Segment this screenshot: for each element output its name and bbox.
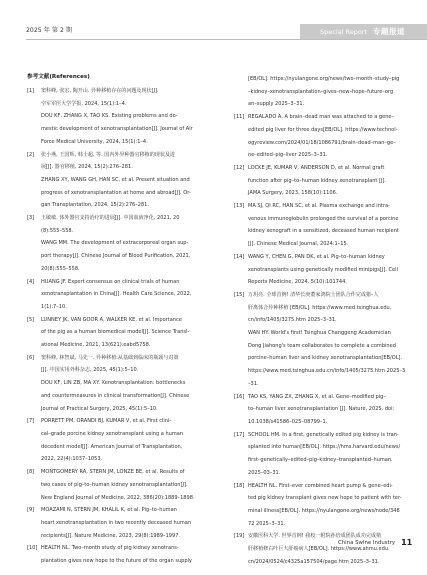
reference-text-line: porcine–human liver and kidney xenotransplantation[EB/OL]. — [248, 355, 403, 362]
reference-number: [14] — [234, 253, 245, 260]
reference-text-line: JAMA Surgery, 2023, 158(10):1106. — [248, 190, 338, 197]
reference-text-line: 张小燕, 王国辉, 韩士超, 等. 国内外异种器官移植的现状及进 — [41, 151, 175, 158]
journal-name: China Swine Industry — [338, 539, 396, 546]
reference-text-line: HUANG JF. Expert consensus on clinical trials of human — [41, 278, 180, 285]
reference-item — [234, 200, 420, 251]
reference-number: [9] — [27, 507, 35, 514]
reference-number: [12] — [234, 164, 245, 171]
references-title: 参考文献(References) — [27, 74, 90, 80]
reference-text-line: ted pig kidney transplant gives new hope to patient with ter- — [248, 495, 402, 502]
reference-item — [234, 73, 420, 111]
reference-text-line: –kidney–xenotransplantation–gives–new–hope–future–org — [248, 88, 394, 95]
reference-text-line: PORRETT PM, ORANDI BJ, KUMAR V, et al. First clini- — [41, 418, 172, 425]
reference-text-line: 空军军医大学学报, 2024, 15(1):1–4. — [41, 100, 127, 107]
issue-label: 2025 年 第 2 期 — [26, 27, 73, 34]
reference-text-line: 20(8):555–558. — [41, 265, 80, 272]
reference-text-line: (8):555–558. — [41, 227, 74, 234]
reference-text-line: –31. — [248, 380, 259, 387]
reference-text-line: WANG MM. The development of extracorporeal organ sup- — [41, 240, 189, 247]
reference-text-line: edited pig liver for three days[EB/OL]. https://www.technol- — [248, 126, 398, 133]
reference-text-line: heart xenotransplantation in two recently deceased human — [41, 519, 192, 526]
reference-item — [27, 314, 213, 352]
reference-text-line: mestic development of xenotransplantation[J]. Journal of Air — [41, 126, 193, 133]
reference-text-line: [J]. Chinese Medical Journal, 2024:1–15. — [248, 241, 349, 248]
reference-number: [5] — [27, 316, 35, 323]
header-divider — [26, 39, 427, 40]
reference-text-line: splanted into human[EB/OL]. https://hms.harvard.edu/news/ — [248, 444, 401, 451]
reference-number: [3] — [27, 215, 35, 222]
reference-item — [27, 466, 213, 504]
reference-text-line: 窦科峰, 林智斌, 马先一. 异种移植:从基础到临床的瓶颈与对策 — [41, 354, 179, 361]
reference-text-line: to–human liver xenotransplantation [J]. Nature, 2025. doi: — [248, 406, 395, 413]
reference-number: [13] — [234, 203, 245, 210]
reference-text-line: cn/2024/0524/c4325a157504/page.htm 2025–3–31. — [248, 558, 380, 565]
reference-text-line: MA SJ, QI RC, HAN SC, et al. Plasma exchange and intra- — [248, 203, 390, 210]
reference-text-line: HEALTH NL. Two–month study of pig kidney xenotrans- — [41, 545, 179, 552]
reference-number: [10] — [27, 545, 38, 552]
reference-text-line: ne–edited–pig–liver 2025–3–31. — [248, 152, 328, 159]
reference-text-line: gan Transplantation, 2024, 15(2):276–281. — [41, 202, 149, 209]
reference-text-line: of the pig as a human biomedical model[J]. Science Transl- — [41, 329, 190, 336]
reference-text-line: 72 2025–3–31. — [248, 520, 286, 527]
reference-text-line: WANG Y, CHEN G, PAN DK, et al. Pig–to–human kidney — [248, 253, 385, 260]
reference-text-line: Journal of Practical Surgery, 2025, 45(1):5–10. — [41, 405, 158, 412]
reference-text-line: 2022, 22(4):1037–1053. — [41, 456, 103, 463]
reference-text-line: [J]. 中国实用外科杂志, 2025, 45(1):5–10. — [41, 367, 139, 374]
reference-text-line: https://www.med.tsinghua.edu.cn/info/1405/3275.htm 2025–3 — [248, 368, 406, 375]
reference-text-line: REGALADO A. A brain–dead man was attached to a gene– — [248, 114, 395, 121]
reference-text-line: ogyreview.com/2024/01/18/1086791/brain–dead–man–ge– — [248, 139, 396, 146]
reference-item — [27, 276, 213, 314]
reference-item — [234, 162, 420, 200]
reference-text-line: 安徽医科大学. 世界首例! 我校一附院孙倍成团队成功完成猪 — [248, 533, 382, 540]
reference-text-line: SCHOOL HM. In a first, genetically edited pig kidney is tran- — [248, 431, 399, 438]
reference-number: [4] — [27, 278, 35, 285]
reference-text-line: 王敏敏. 体外器官支持治疗的进展[J]. 中国血液净化, 2021, 20 — [41, 215, 180, 222]
reference-text-line: DOU KF, ZHANG X, TAO KS. Existing problems and do- — [41, 113, 178, 120]
reference-text-line: TAO KS, YANG ZX, ZHANG X, et al. Gene–modified pig– — [248, 393, 386, 400]
reference-item — [27, 352, 213, 416]
reference-text-line: ZHANG XY, WANG GH, HAN SC, et al. Present situation and — [41, 176, 190, 183]
reference-text-line: cn/info/1405/3275.htm 2025–3–31. — [248, 317, 337, 324]
reference-item — [27, 542, 213, 567]
references-column-left — [27, 73, 213, 568]
reference-item — [234, 289, 420, 391]
reference-text-line: 肝离体合异种移植 [EB/OL]. https://www.med.tsinghua.edu. — [248, 304, 392, 311]
reference-text-line: ational Medicine, 2021, 13(621):eabd5758. — [41, 342, 151, 349]
reference-text-line: 2025–03–31. — [248, 469, 281, 476]
reference-text-line: xenotransplantation in China[J]. Health Care Science, 2022, — [41, 291, 192, 298]
reference-item — [234, 530, 420, 568]
reference-text-line: and countermeasures in clinical transformation[J]. Chinese — [41, 392, 190, 399]
reference-text-line: MONTGOMERY RA, STERN JM, LONZE BE, et al. Results of — [41, 469, 185, 476]
reference-item — [27, 504, 213, 542]
page-number: 11 — [401, 538, 413, 547]
reference-number: [7] — [27, 418, 35, 425]
reference-text-line: minal illness[EB/OL]. https://nyulangone.org/news/node/348 — [248, 507, 400, 514]
reference-text-line: HEALTH NL. First–ever combined heart pump & gene–edi- — [248, 482, 393, 489]
reference-item — [27, 212, 213, 276]
reference-text-line: cal–grade porcine kidney xenotransplant using a human — [41, 430, 184, 437]
reference-text-line: MOAZAMI N, STERN JM, KHALIL K, et al. Pig–to–human — [41, 507, 177, 514]
reference-text-line: two cases of pig–to–human kidney xenotransplantation[J]. — [41, 481, 188, 488]
section-title-zh: 专题报道 — [373, 27, 406, 36]
page-footer — [338, 538, 412, 547]
reference-text-line: [EB/OL]. https://nyulangone.org/news/two–month–study–pig — [248, 76, 400, 82]
reference-list-right — [234, 73, 420, 568]
reference-text-line: 万玥亮. 全球首例! 清华长庚董家鸿院士团队合作完成猪–人 — [248, 291, 379, 298]
reference-text-line: 1(1):7–10. — [41, 303, 67, 310]
reference-text-line: LOCKE JE, KUMAR V, ANDERSON D, et al. Normal graft — [248, 164, 385, 171]
reference-text-line: 10.1038/s41586–025–08799–1. — [248, 418, 328, 425]
reference-item — [27, 85, 213, 149]
reference-text-line: Force Medical University, 2024, 15(1):1–4. — [41, 138, 148, 145]
reference-text-line: function after pig–to–human kidney xenotransplant [J]. — [248, 177, 387, 184]
reference-text-line: an–supply 2025–3–31. — [248, 101, 305, 108]
reference-number: [18] — [234, 482, 245, 489]
reference-number: [16] — [234, 393, 245, 400]
reference-item — [27, 149, 213, 213]
reference-text-line: 展[J]. 器官移植, 2024, 15(2):276–281. — [41, 164, 133, 171]
reference-number: [2] — [27, 151, 35, 158]
reference-text-line: venous immunoglobulin prolonged the survival of a porcine — [248, 215, 399, 222]
reference-text-line: WAN HY. World's first! Tsinghua Changgeng Academician — [248, 330, 391, 337]
reference-number: [6] — [27, 354, 35, 361]
reference-item — [234, 111, 420, 162]
reference-text-line: 肝移植修右叶巨大肝癌病人[EB/OL]. https://www.ahmu.edu. — [248, 546, 390, 553]
reference-text-line: port therapy[J]. Chinese Journal of Blood Purification, 2021, — [41, 253, 191, 260]
reference-text-line: progress of xenotransplantation at home and abroad[J]. Or- — [41, 189, 191, 196]
reference-item — [27, 415, 213, 466]
reference-number: [1] — [27, 88, 35, 94]
section-header-bar — [300, 24, 427, 39]
reference-number: [8] — [27, 469, 35, 476]
reference-text-line: decedent model[J]. American Journal of Transplantation, — [41, 443, 183, 450]
section-title-en: Special Report — [320, 27, 368, 36]
reference-text-line: xenotransplants using genetically modified minipigs[J]. Cell — [248, 266, 398, 273]
reference-text-line: kidney xenograft in a sensitized, deceased human recipient — [248, 228, 399, 235]
reference-number: [15] — [234, 291, 245, 298]
reference-item — [234, 391, 420, 429]
reference-number: [19] — [234, 533, 245, 540]
reference-item — [234, 480, 420, 531]
reference-text-line: first–genetically–edited–pig–kidney–transplanted–human. — [248, 457, 393, 464]
reference-number: [11] — [234, 114, 245, 121]
reference-text-line: DOU KF, LIN ZB, MA XY. Xenotransplantation: bottlenecks — [41, 380, 186, 387]
reference-text-line: Dong Jiahong's team collaborates to complete a combined — [248, 342, 396, 349]
references-column-right — [234, 73, 420, 568]
reference-text-line: recipients[J]. Nature Medicine, 2023, 29(8):1989–1997. — [41, 532, 181, 539]
reference-number: [17] — [234, 431, 245, 438]
reference-text-line: Reports Medicine, 2024, 5(10):101744. — [248, 279, 347, 286]
reference-text-line: plantation gives new hope to the future of the organ supply — [41, 558, 192, 565]
reference-item — [234, 251, 420, 289]
reference-text-line: 窦科峰, 张宏, 陶开山. 异种移植存在的问题及现状[J]. — [41, 88, 159, 94]
reference-item — [234, 429, 420, 480]
reference-text-line: LUNNEY JK, VAN GOOR A, WALKER KE, et al. Importance — [41, 316, 182, 323]
reference-text-line: New England Journal of Medicine, 2022, 386(20):1889–1898. — [41, 494, 195, 501]
reference-list-left — [27, 85, 213, 568]
